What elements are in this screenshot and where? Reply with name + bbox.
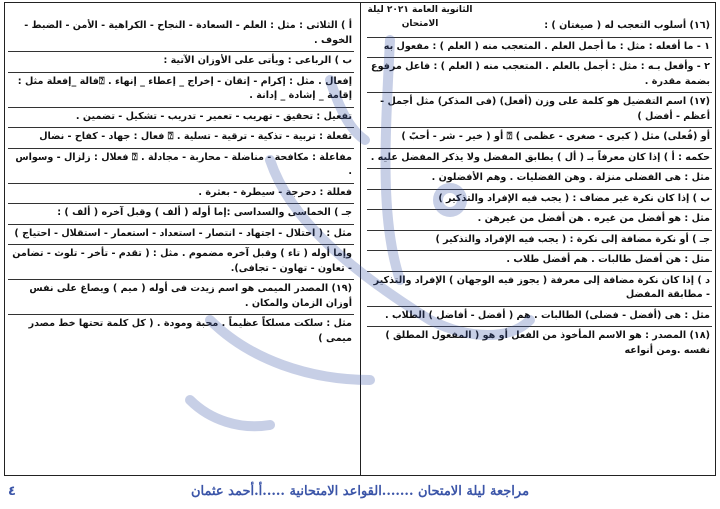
rule-17-case-d: د ) إذا كان نكرة مضافة إلى معرفة ( يجوز فيه الوجهان ) الإفراد والتذكير - مطابقة المفضل: [367, 272, 712, 307]
masdar-mufaala: مفاعلة : مكافحة - مناضلة - محاربة - مجادلة . ⍰ فعلال : زلزال - وسواس .: [8, 149, 354, 184]
rule-17-case-b-example: مثل : هو أفضل من غيره . هن أفضل من غيرهن .: [367, 210, 712, 231]
masdar-quadrilateral-title: ب ) الرباعى : ويأتى على الأوزان الآتية :: [8, 52, 354, 73]
masdar-trilateral: أ ) الثلاثى : مثل : العلم - السعادة - النجاح - الكراهية - الأمن - الضبط - الخوف .: [8, 17, 354, 52]
rule-17-case-b: ب ) إذا كان نكرة غير مضاف : ( يجب فيه الإفراد والتذكير ): [367, 190, 712, 211]
column-divider: [360, 3, 361, 475]
rule-17-case-c-example: مثل : هن أفضل طالبات . هم أفضل طلاب .: [367, 251, 712, 272]
masdar-taa-form: وإما أوله ( تاء ) وقبل آخره مضموم . مثل : ( تقدم - تأخر - تلوث - تضامن - تعاون - تهاون - تجافى).: [8, 245, 354, 280]
rule-17-case-a-example: مثل : هى الفضلى منزلة . وهن الفضليات . وهم الأفضلون .: [367, 169, 712, 190]
right-column: [367, 17, 712, 473]
rule-19-example: مثل : سلكت مسلكاً عظيماً . محبة ومودة . ( كل كلمة تحتها خط مصدر ميمى ): [28, 318, 352, 344]
rule-17-case-a: حكمه : أ ) إذا كان معرفاً بـ ( أل ) يطابق المفضل ولا يذكر المفضل عليه .: [367, 149, 712, 170]
rule-17-title: (١٧) اسم التفضيل هو كلمة على وزن (أفعل) (فى المذكر) مثل أجمل - أعظم - أفضل ): [367, 93, 712, 128]
masdar-quinary-title: جـ ) الخماسى والسداسى :إما أوله ( ألف ) وقبل آخره ( ألف ) :: [8, 204, 354, 225]
masdar-quinary-example: مثل : ( احتلال - اجتهاد - انتصار - استعداد - استعمار - استقلال - احتياج ): [8, 225, 354, 246]
left-column: [8, 17, 354, 473]
page-number: ٤: [8, 484, 16, 499]
rule-16-form-1: ١ - ما أفعله : مثل : ما أجمل العلم . المتعجب منه ( العلم ) : مفعول به: [367, 38, 712, 59]
rule-19-mimi: (١٩) المصدر الميمى هو اسم زيدت فى أوله ( ميم ) ويصاغ على نفس أوزان الزمان والمكان .: [8, 280, 354, 315]
rule-17-case-c: جـ ) أو نكرة مضافة إلى نكرة : ( يجب فيه الإفراد والتذكير ): [367, 231, 712, 252]
rule-17-feminine: أو (فُعلى) مثل ( كبرى - صغرى - عظمى ) ⍰ أو ( خير - شر - أحبّ ): [367, 128, 712, 149]
masdar-tafila: تفعلة : تربية - تذكية - ترقية - تسلية . ⍰ فعال : جهاد - كفاح - نضال: [8, 128, 354, 149]
rule-17-case-d-example: مثل : هى (أفضل - فضلى) الطالبات . هم ( أفضل - أفاضل ) الطلاب .: [367, 307, 712, 328]
masdar-tafeel: تفعيل : تحقيق - تهريب - تعمير - تدريب - تشكيل - تضمين .: [8, 108, 354, 129]
page-header-title: الثانوية العامة ٢٠٢١ ليلة الامتحان: [367, 5, 473, 29]
footer-review-line: مراجعة ليلة الامتحان .......القواعد الامتحانية .....أ.أحمد عثمان: [190, 484, 530, 499]
rule-18-title: (١٨) المصدر : هو الاسم المأخوذ من الفعل أو هو ( المفعول المطلق ) نفسه .ومن أنواعه: [385, 330, 710, 356]
rule-16-title: (١٦) أسلوب التعجب له ( صيغتان ) :: [367, 17, 712, 38]
masdar-falala: فعللة : دحرجة - سيطرة - بعثرة .: [8, 184, 354, 205]
document-page: [4, 2, 716, 476]
masdar-ifaal: إفعال . مثل : إكرام - إتقان - إخراج _ إعطاء _ إنهاء . ⍰فالة _إفعلة مثل : إقامة _ إشادة _ إدانة .: [8, 73, 354, 108]
rule-16-form-2: ٢ - وأفعل بـه : مثل : أجمل بالعلم . المتعجب منه ( العلم ) : فاعل مرفوع بضمة مقدرة .: [367, 58, 712, 93]
